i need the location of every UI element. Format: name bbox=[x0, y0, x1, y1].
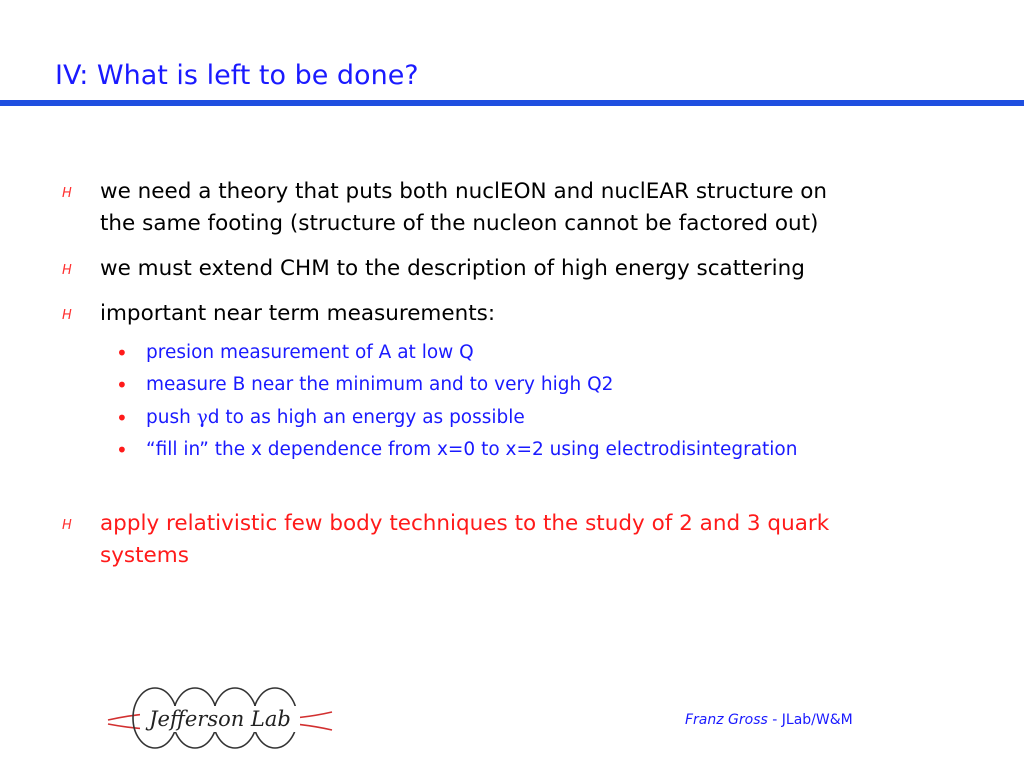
sub-bullet-item bbox=[116, 437, 946, 463]
bullet-marker-icon: H bbox=[62, 308, 72, 323]
bullet-line: the same footing (structure of the nucleon cannot be factored out) bbox=[100, 211, 819, 236]
sub-bullet-text: presion measurement of A at low Q bbox=[146, 342, 474, 363]
sub-bullet-item bbox=[116, 340, 946, 366]
bullet-marker-icon: H bbox=[62, 518, 72, 533]
bullet-dot-icon: • bbox=[116, 406, 128, 430]
footer-credit bbox=[685, 712, 853, 728]
logo-text: Jefferson Lab bbox=[149, 707, 291, 731]
sub-bullet-text: measure B near the minimum and to very high Q2 bbox=[146, 374, 614, 395]
bullet-marker-icon: H bbox=[62, 186, 72, 201]
bullet-line: systems bbox=[100, 543, 189, 568]
sub-bullet-item bbox=[116, 372, 946, 398]
bullet-dot-icon: • bbox=[116, 438, 128, 462]
bullet-line: important near term measurements: bbox=[100, 301, 496, 326]
gamma-symbol: γ bbox=[196, 407, 208, 428]
sub-bullet-text: “fill in” the x dependence from x=0 to x=2 using electrodisintegration bbox=[146, 439, 798, 460]
footer-author: Franz Gross bbox=[685, 712, 768, 728]
footer-affiliation: - JLab/W&M bbox=[767, 712, 853, 728]
title-rule bbox=[0, 100, 1024, 106]
bullet-dot-icon: • bbox=[116, 373, 128, 397]
bullet-dot-icon: • bbox=[116, 341, 128, 365]
bullet-item bbox=[62, 176, 930, 240]
jefferson-lab-logo bbox=[100, 680, 340, 760]
bullet-item bbox=[62, 253, 930, 285]
sub-bullet-text: push bbox=[146, 407, 197, 428]
bullet-item bbox=[62, 298, 930, 330]
sub-bullet-item bbox=[116, 405, 946, 431]
bullet-line: we must extend CHM to the description of high energy scattering bbox=[100, 256, 805, 281]
bullet-marker-icon: H bbox=[62, 263, 72, 278]
slide-title: IV: What is left to be done? bbox=[55, 60, 419, 91]
bullet-line: apply relativistic few body techniques to the study of 2 and 3 quark bbox=[100, 511, 830, 536]
sub-bullet-text: d to as high an energy as possible bbox=[207, 407, 525, 428]
bullet-line: we need a theory that puts both nuclEON and nuclEAR structure on bbox=[100, 179, 828, 204]
bullet-item-highlight bbox=[62, 508, 930, 572]
